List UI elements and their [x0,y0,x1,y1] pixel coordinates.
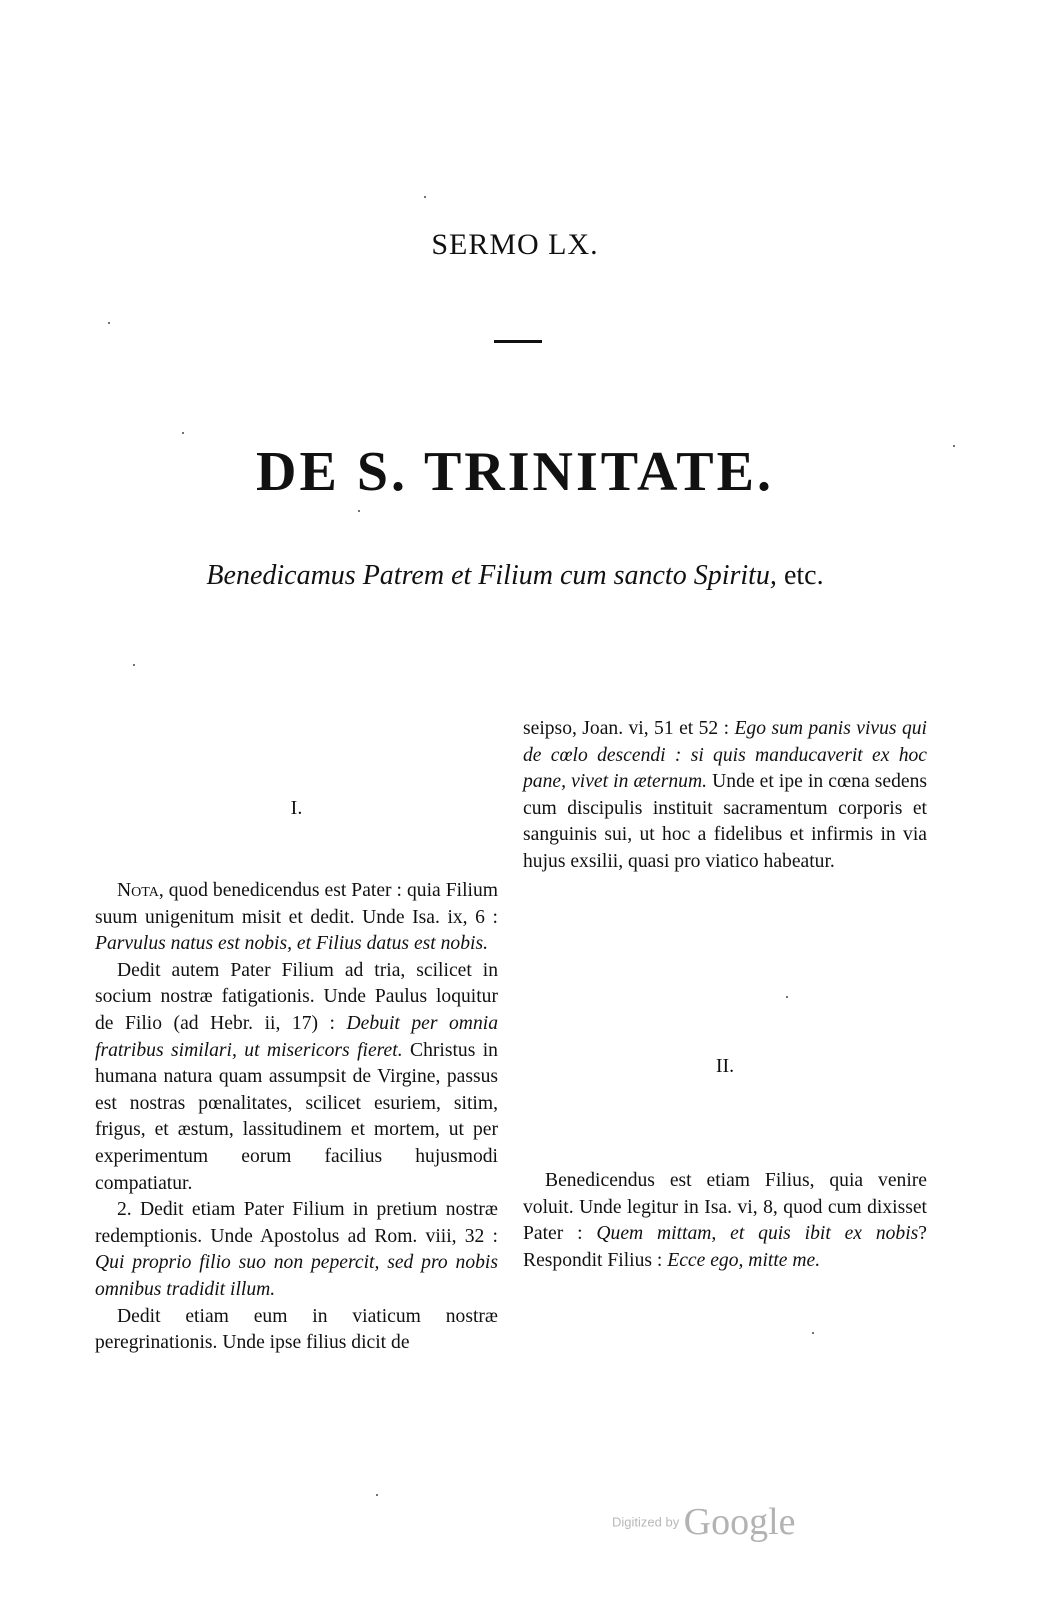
scan-speck [786,996,788,998]
epigraph-text: Benedicamus Patrem et Filium cum sancto Spiritu, [206,560,777,591]
paragraph-text: Benedicendus est etiam Filius, quia venire voluit. Unde legitur in Isa. vi, 8, quod cum dixisset Pater : [523,1170,927,1245]
paragraph [95,958,498,1197]
paragraph [523,1168,927,1274]
right-column-section-2 [523,1168,927,1274]
nota-word: Nota [117,880,159,901]
paragraph-text: Dedit etiam eum in viaticum nostræ peregrinationis. Unde ipse filius dicit de [95,1305,498,1354]
page-title: DE S. TRINITATE. [256,441,774,503]
right-column [523,716,927,876]
paragraph-text: Christus in humana natura quam assumpsit de Virgine, passus est nostras pœnalitates, scilicet esuriem, sitim, frigus, et æstum, lassitudinem et mortem, ut per experimentum eorum facilius hujusmodi compatiatur. [95,1039,498,1194]
paragraph-text: ? Respondit Filius : [523,1223,927,1271]
epigraph-tail: etc. [776,560,824,591]
section-number-2: II. [715,1055,735,1077]
paragraph [95,1304,498,1357]
scripture-quote: Ego sum panis vivus qui de cœlo descendi : si quis manducaverit ex hoc pane, vivet in æternum. [523,718,927,793]
google-logo: Google [683,1501,796,1543]
scan-speck [133,664,135,666]
scan-speck [953,445,955,447]
paragraph-text: seipso, Joan. vi, 51 et 52 : [523,718,735,739]
paragraph-continuation [523,716,927,876]
section-number-1: I. [290,797,303,819]
scripture-quote: Ecce ego, mitte me. [667,1249,821,1271]
paragraph [95,878,498,958]
left-column [95,878,498,1357]
scan-speck [376,1494,378,1496]
epigraph [0,560,1030,592]
paragraph [95,1197,498,1303]
scripture-quote: Debuit per omnia fratribus similari, ut misericors fieret. [95,1012,498,1061]
scan-speck [424,196,426,198]
paragraph-text: Unde et ipe in cœna sedens cum discipulis instituit sacramentum corporis et sanguinis sui, ut hoc a fidelibus et infirmis in via hujus exsilii, quasi pro viatico habeatur. [523,771,927,872]
paragraph-text: Dedit autem Pater Filium ad tria, scilicet in socium nostræ fatigationis. Unde Paulus loquitur de Filio (ad Hebr. ii, 17) : [95,959,498,1034]
scan-speck [108,322,110,324]
scan-speck [182,432,184,434]
scripture-quote: Quem mittam, et quis ibit ex nobis [596,1223,919,1245]
paragraph-text: 2. Dedit etiam Pater Filium in pretium nostræ redemptionis. Unde Apostolus ad Rom. viii, 32 : [95,1199,498,1247]
scripture-quote: Qui proprio filio suo non pepercit, sed pro nobis omnibus tradidit illum. [95,1252,498,1300]
title-rule [494,340,542,343]
sermon-number: SERMO LX. [431,228,599,261]
digitized-watermark [612,1500,796,1544]
digitized-label: Digitized by [612,1514,680,1530]
scripture-quote: Parvulus natus est nobis, et Filius datus est nobis. [95,933,488,955]
paragraph-text: , quod benedicendus est Pater : quia Filium suum unigenitum misit et dedit. Unde Isa. ix, 6 : [95,880,498,928]
scan-speck [812,1332,814,1334]
scan-speck [358,510,360,512]
